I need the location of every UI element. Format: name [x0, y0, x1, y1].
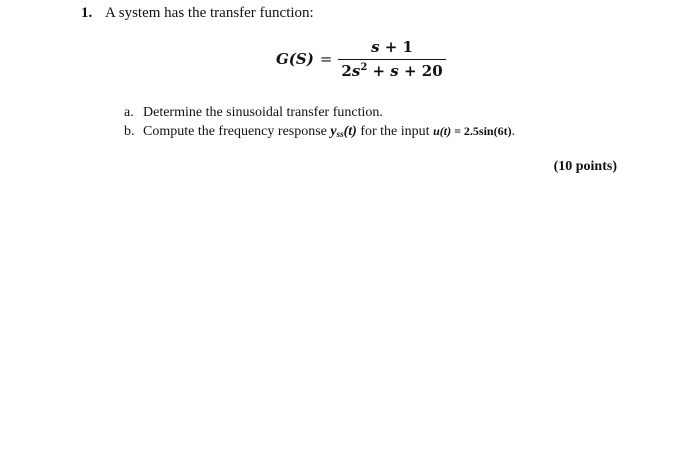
yss-t: (t): [343, 124, 357, 139]
equals-sign: =: [319, 50, 333, 68]
question-number: 1.: [81, 5, 93, 21]
sub-question-b: [124, 124, 515, 143]
numerator-var: s: [371, 38, 380, 56]
yss-y: y: [330, 124, 337, 139]
text-before: Compute the frequency response: [143, 124, 331, 139]
yss-subscript: ss: [336, 129, 344, 139]
yss-expression: [330, 124, 356, 139]
input-equals: =: [451, 124, 464, 138]
sub-question-list: [124, 105, 515, 143]
points-label: (10 points): [553, 159, 617, 174]
sub-question-text: Determine the sinusoidal transfer function.: [143, 105, 383, 120]
input-expression: u(t): [433, 124, 452, 138]
denominator-rest: + 20: [398, 62, 443, 80]
numerator-rest: + 1: [379, 38, 413, 56]
denominator-var1: s: [351, 62, 361, 80]
sub-question-a: [124, 105, 515, 124]
denominator-mid: +: [367, 62, 391, 80]
sub-question-text: [143, 124, 515, 140]
denominator: [338, 62, 445, 80]
question-stem: A system has the transfer function:: [105, 5, 314, 21]
equation-lhs: G(S): [276, 50, 314, 68]
sub-question-letter: a.: [124, 105, 134, 120]
denominator-coef: 2: [341, 62, 352, 80]
denominator-exponent: 2: [360, 62, 368, 73]
numerator: [368, 38, 416, 56]
denominator-var2: s: [390, 62, 399, 80]
fraction-bar: [338, 59, 445, 60]
transfer-function-equation: [276, 36, 446, 82]
input-value: 2.5sin(6t): [463, 124, 512, 138]
period: .: [511, 124, 516, 139]
text-mid: for the input: [356, 124, 434, 139]
fraction: [338, 38, 445, 80]
sub-question-letter: b.: [124, 124, 135, 139]
